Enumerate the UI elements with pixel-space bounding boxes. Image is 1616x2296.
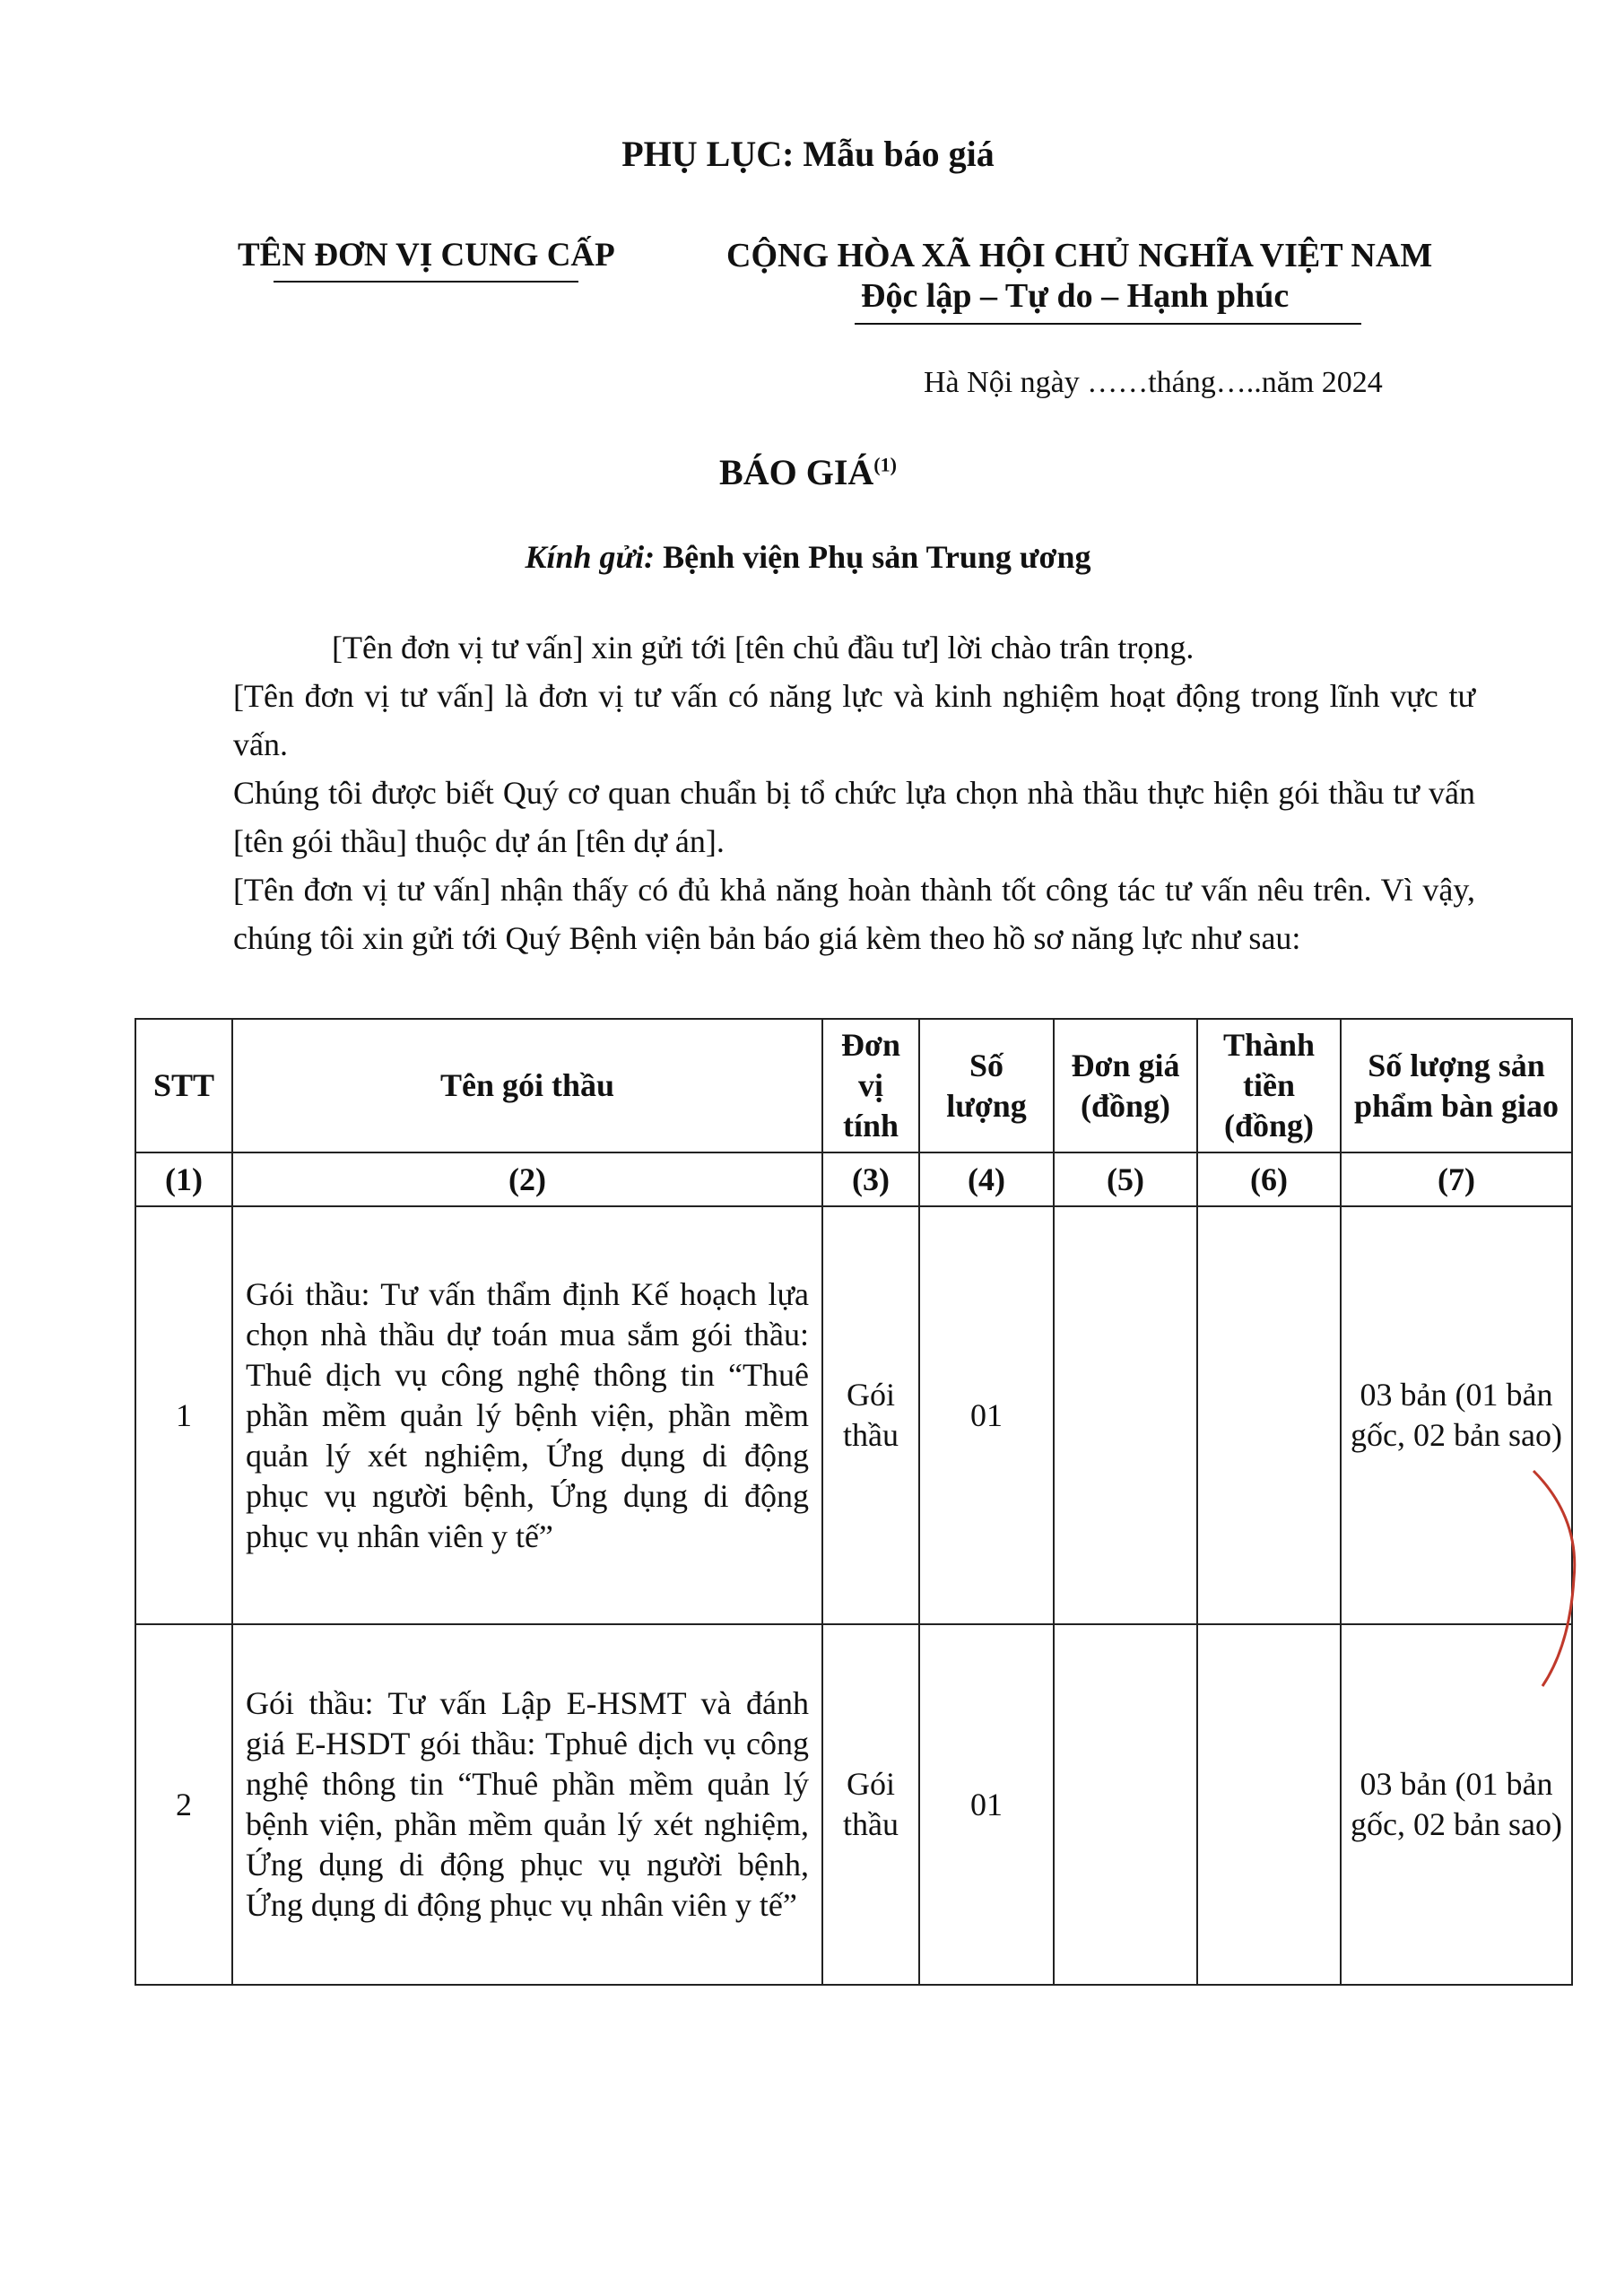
row-package-name: Gói thầu: Tư vấn Lập E-HSMT và đánh giá E-HSDT gói thầu: Tphuê dịch vụ công nghệ thông tin “Thuê phần mềm quản lý bệnh viện, phần mềm quản lý xét nghiệm, Ứng dụng di động phục vụ người bệnh, Ứng dụng di động phục vụ nhân viên y tế” <box>232 1624 822 1985</box>
footnote-marker: (1) <box>873 453 897 476</box>
column-number: (6) <box>1197 1152 1341 1206</box>
row-quantity: 01 <box>919 1624 1054 1985</box>
appendix-title: PHỤ LỤC: Mẫu báo giá <box>621 134 995 174</box>
paragraph: [Tên đơn vị tư vấn] xin gửi tới [tên chủ đầu tư] lời chào trân trọng. <box>332 630 1195 665</box>
header-quantity: Số lượng <box>919 1019 1054 1152</box>
header-deliverables: Số lượng sản phẩm bàn giao <box>1341 1019 1572 1152</box>
row-unit-price <box>1054 1206 1197 1624</box>
quotation-table <box>135 1018 1573 1986</box>
header-total: Thành tiền (đồng) <box>1197 1019 1341 1152</box>
body-text <box>233 623 1475 962</box>
column-number: (5) <box>1054 1152 1197 1206</box>
paragraph: Chúng tôi được biết Quý cơ quan chuẩn bị tổ chức lựa chọn nhà thầu thực hiện gói thầu tư vấn [tên gói thầu] thuộc dự án [tên dự án]. <box>233 775 1475 859</box>
supplier-name: TÊN ĐƠN VỊ CUNG CẤP <box>238 237 615 274</box>
recipient-label: Kính gửi: <box>525 539 656 575</box>
table-row <box>135 1624 1572 1985</box>
paragraph: [Tên đơn vị tư vấn] nhận thấy có đủ khả năng hoàn thành tốt công tác tư vấn nêu trên. Vì vậy, chúng tôi xin gửi tới Quý Bệnh viện bản báo giá kèm theo hồ sơ năng lực như sau: <box>233 872 1475 956</box>
table-row <box>135 1206 1572 1624</box>
recipient-line <box>0 538 1616 576</box>
document-title-text: BÁO GIÁ <box>719 452 874 492</box>
row-deliverables: 03 bản (01 bản gốc, 02 bản sao) <box>1341 1206 1572 1624</box>
table-header-row <box>135 1019 1572 1152</box>
column-number: (1) <box>135 1152 232 1206</box>
date-line: Hà Nội ngày ……tháng…..năm 2024 <box>924 366 1383 399</box>
row-total <box>1197 1624 1341 1985</box>
row-unit: Gói thầu <box>822 1206 919 1624</box>
signature-stroke-icon <box>1525 1462 1605 1695</box>
header-unit: Đơn vị tính <box>822 1019 919 1152</box>
row-unit: Gói thầu <box>822 1624 919 1985</box>
row-package-name: Gói thầu: Tư vấn thẩm định Kế hoạch lựa chọn nhà thầu dự toán mua sắm gói thầu: Thuê dịch vụ công nghệ thông tin “Thuê phần mềm quản lý bệnh viện, phần mềm quản lý xét nghiệm, Ứng dụng di động phục vụ người bệnh, Ứng dụng di động phục vụ nhân viên y tế” <box>232 1206 822 1624</box>
row-stt: 2 <box>135 1624 232 1985</box>
column-number: (4) <box>919 1152 1054 1206</box>
column-number: (2) <box>232 1152 822 1206</box>
column-number: (3) <box>822 1152 919 1206</box>
row-deliverables: 03 bản (01 bản gốc, 02 bản sao) <box>1341 1624 1572 1985</box>
recipient-name: Bệnh viện Phụ sản Trung ương <box>663 539 1091 575</box>
motto-underline <box>855 323 1361 325</box>
row-unit-price <box>1054 1624 1197 1985</box>
document-title <box>0 451 1616 493</box>
national-motto: Độc lập – Tự do – Hạnh phúc <box>861 277 1290 315</box>
paragraph: [Tên đơn vị tư vấn] là đơn vị tư vấn có năng lực và kinh nghiệm hoạt động trong lĩnh vực tư vấn. <box>233 678 1475 762</box>
row-quantity: 01 <box>919 1206 1054 1624</box>
row-stt: 1 <box>135 1206 232 1624</box>
supplier-underline <box>274 281 578 283</box>
country-name: CỘNG HÒA XÃ HỘI CHỦ NGHĨA VIỆT NAM <box>726 237 1433 274</box>
column-number-row <box>135 1152 1572 1206</box>
column-number: (7) <box>1341 1152 1572 1206</box>
header-stt: STT <box>135 1019 232 1152</box>
row-total <box>1197 1206 1341 1624</box>
header-package-name: Tên gói thầu <box>232 1019 822 1152</box>
header-unit-price: Đơn giá (đồng) <box>1054 1019 1197 1152</box>
